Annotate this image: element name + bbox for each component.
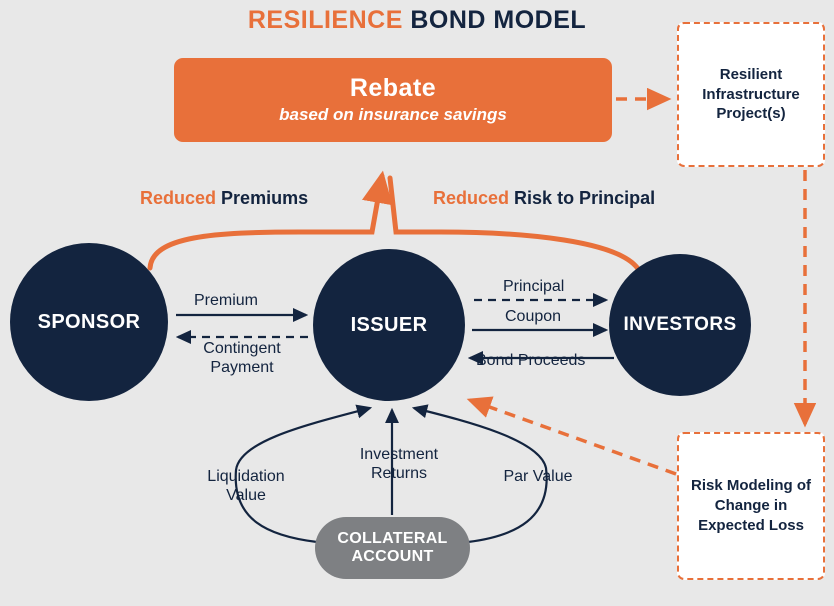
resilient-infrastructure-project-label: Resilient Infrastructure Project(s) <box>702 65 800 123</box>
label-bond-proceeds: Bond Proceeds <box>476 352 586 369</box>
label-reduced-premiums-suffix: Premiums <box>221 188 309 208</box>
risk-modeling-box[interactable] <box>677 432 825 580</box>
node-issuer-label: ISSUER <box>350 313 428 336</box>
label-investment-returns: Investment Returns <box>359 446 439 482</box>
node-issuer[interactable] <box>313 249 465 401</box>
title-part-1: RESILIENCE <box>247 6 403 34</box>
node-investors[interactable] <box>609 254 751 396</box>
node-collateral-account[interactable] <box>315 517 470 579</box>
rebate-box[interactable] <box>174 58 612 142</box>
label-par-value: Par Value <box>503 468 573 485</box>
collateral-label-line-1: COLLATERAL <box>337 529 448 547</box>
label-reduced-risk-prefix: Reduced <box>433 188 510 208</box>
label-liquidation-value: Liquidation Value <box>207 468 285 504</box>
label-reduced-risk-suffix: Risk to Principal <box>514 188 656 208</box>
label-reduced-premiums <box>140 188 308 209</box>
node-sponsor-label: SPONSOR <box>37 310 141 333</box>
resilient-infrastructure-project-box[interactable] <box>677 22 825 167</box>
label-premium: Premium <box>194 292 259 309</box>
collateral-label-line-2: ACCOUNT <box>351 548 434 565</box>
node-sponsor[interactable] <box>10 243 168 401</box>
label-reduced-premiums-prefix: Reduced <box>140 188 217 208</box>
node-investors-label: INVESTORS <box>623 314 737 335</box>
label-contingent-payment: Contingent Payment <box>203 340 281 376</box>
rebate-title: Rebate <box>349 74 437 103</box>
rebate-subtitle: based on insurance savings <box>279 104 507 124</box>
arrow-risk-to-issuer <box>470 400 676 474</box>
label-coupon: Coupon <box>505 308 562 325</box>
risk-modeling-label: Risk Modeling of Change in Expected Loss <box>691 477 811 534</box>
label-principal: Principal <box>503 278 565 295</box>
label-reduced-risk-to-principal <box>433 188 655 209</box>
title-part-2: BOND MODEL <box>410 6 587 34</box>
